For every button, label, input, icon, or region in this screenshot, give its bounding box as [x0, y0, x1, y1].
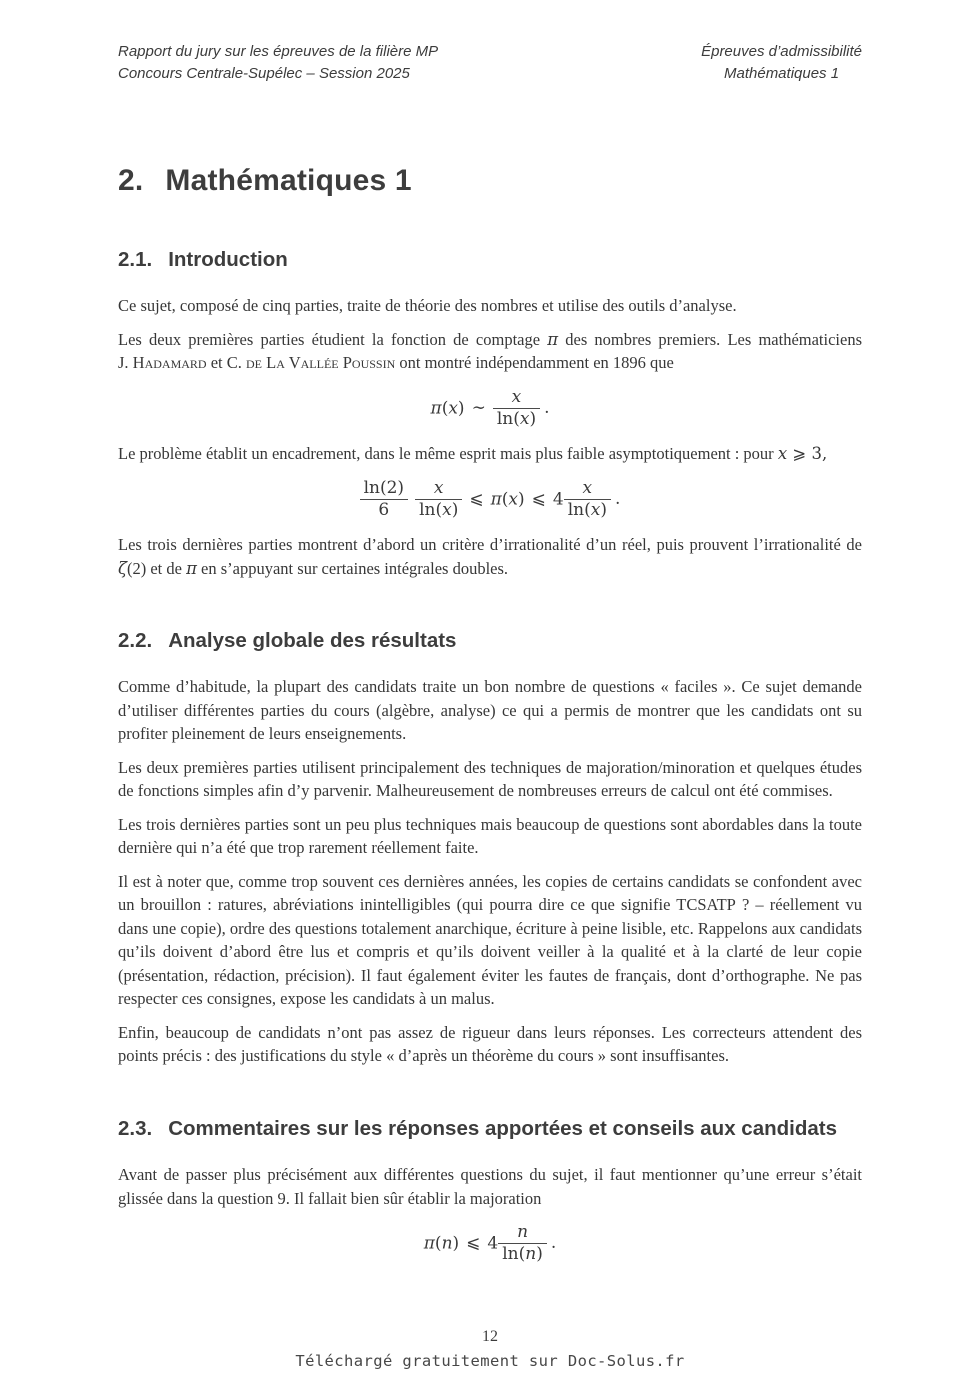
math-var: n [525, 1244, 537, 1265]
section-heading-commentaires [118, 1112, 862, 1145]
math-var: π [430, 397, 442, 418]
math-token: . [614, 488, 621, 509]
text-run: et de [146, 558, 187, 578]
math-var: π [490, 488, 502, 509]
header-exam-type: Épreuves d’admissibilité [701, 43, 862, 60]
math-var-zeta: ζ [118, 558, 127, 578]
math-var: n [517, 1222, 529, 1243]
text-run: en s’appuyant sur certaines intégrales doubles. [196, 558, 509, 578]
text-run: Le problème établit un encadrement, dans le même esprit mais plus faible asymptotiquement : pour [118, 444, 778, 464]
formula-majoration [118, 1222, 862, 1266]
paragraph: Avant de passer plus précisément aux différentes questions du sujet, il faut mentionner qu’une erreur s’était glissée dans la question 9. Il fallait bien sûr établir la majoration [118, 1165, 862, 1208]
chapter-label: Mathématiques 1 [165, 164, 412, 197]
math-token: . [544, 397, 550, 418]
math-op-sim: ∼ [471, 397, 486, 418]
paragraph: Les deux premières parties utilisent principalement des techniques de majoration/minoration et quelques études de fonctions simples afin d’y parvenir. Malheureusement de nombreuses erreurs de calcul ont été commises. [118, 757, 862, 801]
math-token: ln( [419, 499, 443, 520]
math-op-leq: ⩽ [466, 1233, 481, 1254]
section-label: Commentaires sur les réponses apportées et conseils aux candidats [168, 1116, 837, 1140]
fraction [498, 1222, 547, 1266]
formula-encadrement [118, 478, 862, 522]
math-token: . [550, 1233, 557, 1254]
name-hadamard: Hadamard [132, 353, 207, 373]
fraction [360, 478, 408, 522]
math-token: ) [457, 397, 465, 418]
math-var: π [423, 1233, 435, 1254]
paragraph: Les trois dernières parties sont un peu plus techniques mais beaucoup de questions sont abordables dans la toute dernière qui n’a été que trop rarement réellement faite. [118, 814, 862, 858]
paragraph [118, 442, 862, 466]
section-number: 2.3. [118, 1116, 153, 1140]
math-token: ( [441, 397, 449, 418]
math-token: ln( [502, 1244, 526, 1265]
math-token: ln( [567, 499, 591, 520]
text-run: ont montré indépendamment en 1896 que [395, 353, 674, 373]
fraction-denominator [498, 1243, 547, 1265]
fraction-denominator [564, 499, 611, 521]
math-token: ) [600, 499, 607, 520]
math-coefficient: 4 [552, 488, 564, 509]
math-op-leq: ⩽ [469, 488, 484, 509]
section-label: Introduction [168, 248, 288, 271]
formula-prime-counting-equivalence [118, 387, 862, 431]
header-subject: Mathématiques 1 [724, 65, 840, 82]
math-token: ) [518, 488, 525, 509]
paragraph: Enfin, beaucoup de candidats n’ont pas assez de rigueur dans leurs réponses. Les correcteurs attendent des points précis : des justifications du style « d’après un théorème du cours » sont insuffisantes. [118, 1022, 862, 1066]
math-token: ) [451, 499, 459, 520]
math-token: ( [501, 488, 509, 509]
fraction [564, 478, 611, 522]
math-var: x [511, 386, 522, 407]
math-var: x [433, 477, 444, 498]
math-var-pi: π [186, 558, 197, 578]
math-token: ln( [496, 408, 520, 429]
page-number: 12 [482, 1328, 498, 1345]
text-run: et C. [206, 353, 247, 373]
header-session: Concours Centrale-Supélec – Session 2025 [118, 65, 410, 82]
section-heading-introduction [118, 243, 862, 276]
fraction-numerator: ln(2) [363, 477, 405, 498]
math-var: x [582, 477, 593, 498]
fraction-denominator: 6 [360, 499, 408, 521]
text-run: Les trois dernières parties montrent d’abord un critère d’irrationalité d’un réel, puis prouvent l’irrationalité de [118, 535, 862, 555]
fraction-numerator [564, 478, 611, 499]
document-content [118, 0, 862, 1278]
math-op-leq: ⩽ [531, 488, 546, 509]
math-token: ) [529, 408, 537, 429]
name-vallee-poussin: de La Vallée Poussin [246, 353, 396, 373]
math-token: ( [434, 1233, 442, 1254]
math-var-pi: π [547, 329, 559, 349]
paragraph: Il est à noter que, comme trop souvent ces dernières années, les copies de certains candidats se confondent avec un brouillon : ratures, abréviations inintelligibles (qui pourra dire ce que signifie TCSATP ? – réellement vu dans une copie), ordre des questions totalement anarchique, écriture à peine lisible, etc. Rappelons aux candidats qu’ils doivent d’abord être lus et compris et qu’ils doivent veiller à la qualité et à la clarté de leur copie (présentation, rédaction, précision). Il faut également éviter les fautes de français, dont d’orthographe. Ne pas respecter ces consignes, expose les candidats à un malus. [118, 871, 862, 1009]
fraction-numerator [415, 478, 462, 499]
fraction-denominator [493, 408, 540, 430]
section-number: 2.2. [118, 629, 153, 653]
math-token: ) [536, 1244, 543, 1265]
math-token: ⩾ 3, [787, 444, 828, 464]
math-var: x [519, 408, 530, 429]
math-var: x [777, 444, 788, 464]
paragraph: Ce sujet, composé de cinq parties, traite de théorie des nombres et utilise des outils d’analyse. [118, 296, 737, 316]
fraction [493, 387, 540, 431]
download-footer: Téléchargé gratuitement sur Doc-Solus.fr [295, 1352, 685, 1370]
math-var: x [442, 499, 452, 520]
paragraph [118, 533, 862, 580]
math-token: (2) [126, 558, 147, 578]
math-var: x [590, 499, 601, 520]
math-var: x [448, 397, 458, 418]
section-label: Analyse globale des résultats [168, 629, 457, 653]
math-var: x [508, 488, 518, 509]
fraction-numerator [498, 1222, 547, 1243]
fraction-denominator [415, 499, 462, 521]
text-run: des nombres premiers. Les mathématiciens J. [118, 329, 862, 373]
section-heading-analyse-globale [118, 624, 862, 657]
chapter-number: 2. [118, 164, 144, 197]
header-report-title: Rapport du jury sur les épreuves de la filière MP [118, 43, 439, 60]
math-token: ) [452, 1233, 460, 1254]
math-var: n [441, 1233, 453, 1254]
text-run: Les deux premières parties étudient la fonction de comptage [118, 329, 548, 349]
chapter-title [118, 163, 862, 199]
math-coefficient: 4 [487, 1233, 499, 1254]
paragraph: Comme d’habitude, la plupart des candidats traite un bon nombre de questions « faciles ». Ce sujet demande d’utiliser différentes parties du cours (algèbre, analyse) ce qui a permis de montrer que les candidats ont su profiter pleinement de leurs enseignements. [118, 677, 862, 744]
section-number: 2.1. [118, 248, 153, 271]
paragraph [118, 328, 862, 375]
fraction-numerator [493, 387, 540, 408]
fraction [415, 478, 462, 522]
